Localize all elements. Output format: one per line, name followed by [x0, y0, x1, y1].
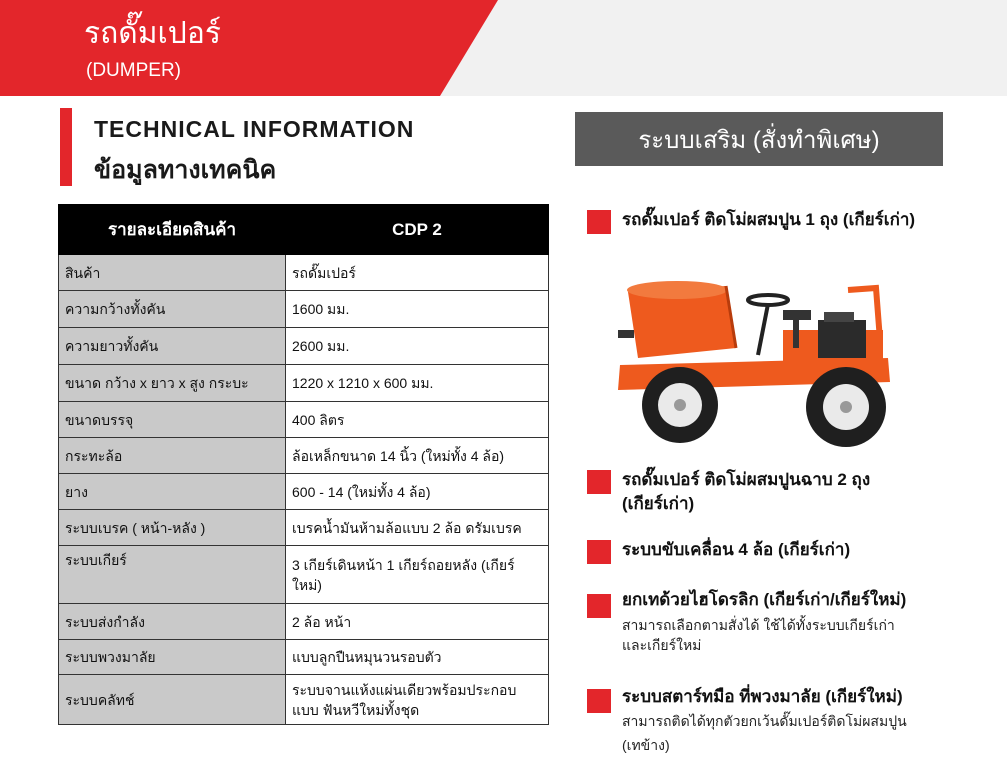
option-title: ยกเทด้วยไฮโดรลิก (เกียร์เก่า/เกียร์ใหม่) — [622, 590, 907, 609]
row-value: 2600 มม. — [286, 328, 549, 365]
bullet-square-icon — [587, 210, 611, 234]
row-value: 600 - 14 (ใหม่ทั้ง 4 ล้อ) — [286, 474, 549, 510]
row-label: สินค้า — [59, 255, 286, 291]
row-label: ยาง — [59, 474, 286, 510]
row-value: ล้อเหล็กขนาด 14 นิ้ว (ใหม่ทั้ง 4 ล้อ) — [286, 438, 549, 474]
row-label: ระบบเกียร์ — [59, 546, 286, 604]
row-label: ระบบพวงมาลัย — [59, 640, 286, 675]
section-title-th: ข้อมูลทางเทคนิค — [94, 156, 277, 184]
table-row — [59, 474, 549, 510]
row-label: ระบบส่งกำลัง — [59, 604, 286, 640]
table-header-cell: รายละเอียดสินค้า — [59, 205, 286, 255]
row-value: แบบลูกปืนหมุนวนรอบตัว — [286, 640, 549, 675]
table-row — [59, 675, 549, 725]
table-row — [59, 438, 549, 474]
table-row — [59, 328, 549, 365]
table-row — [59, 291, 549, 328]
page-title: รถดั๊มเปอร์ — [84, 17, 221, 50]
bullet-square-icon — [587, 540, 611, 564]
table-header-cell: CDP 2 — [286, 205, 549, 255]
table-header-row — [59, 205, 549, 255]
bullet-square-icon — [587, 594, 611, 618]
row-value: 1600 มม. — [286, 291, 549, 328]
option-title: ระบบสตาร์ทมือ ที่พวงมาลัย (เกียร์ใหม่) — [622, 687, 903, 706]
top-banner — [0, 0, 1007, 96]
row-label: ระบบคลัทช์ — [59, 675, 286, 725]
bullet-square-icon — [587, 470, 611, 494]
table-row — [59, 604, 549, 640]
option-desc: และเกียร์ใหม่ — [622, 637, 702, 653]
bullet-square-icon — [587, 689, 611, 713]
table-row — [59, 546, 549, 604]
row-value: ระบบจานแห้งแผ่นเดียวพร้อมประกอบแบบ ฟันหวีใหม่ทั้งชุด — [286, 675, 549, 725]
dumper-mixer-image — [608, 270, 908, 455]
row-value: 400 ลิตร — [286, 402, 549, 438]
spec-table — [58, 204, 549, 725]
row-value: เบรคน้ำมันห้ามล้อแบบ 2 ล้อ ดรัมเบรค — [286, 510, 549, 546]
row-value: 1220 x 1210 x 600 มม. — [286, 365, 549, 402]
table-row — [59, 255, 549, 291]
row-label: ระบบเบรค ( หน้า-หลัง ) — [59, 510, 286, 546]
table-row — [59, 640, 549, 675]
row-label: กระทะล้อ — [59, 438, 286, 474]
page-subtitle: (DUMPER) — [86, 60, 181, 81]
row-value: รถดั๊มเปอร์ — [286, 255, 549, 291]
table-row — [59, 402, 549, 438]
section-accent-bar — [60, 108, 72, 186]
row-label: ขนาดบรรจุ — [59, 402, 286, 438]
row-value: 3 เกียร์เดินหน้า 1 เกียร์ถอยหลัง (เกียร์ใหม่) — [286, 546, 549, 604]
option-title: รถดั๊มเปอร์ ติดโม่ผสมปูน 1 ถุง (เกียร์เก่า) — [622, 210, 916, 229]
row-label: ขนาด กว้าง x ยาว x สูง กระบะ — [59, 365, 286, 402]
table-row — [59, 510, 549, 546]
option-title: รถดั๊มเปอร์ ติดโม่ผสมปูนฉาบ 2 ถุง — [622, 470, 871, 489]
section-title-en: TECHNICAL INFORMATION — [94, 116, 415, 142]
option-desc: สามารถเลือกตามสั่งได้ ใช้ได้ทั้งระบบเกียร์เก่า — [622, 617, 895, 633]
row-value: 2 ล้อ หน้า — [286, 604, 549, 640]
row-label: ความยาวทั้งคัน — [59, 328, 286, 365]
options-heading: ระบบเสริม (สั่งทำพิเศษ) — [575, 112, 943, 166]
option-title-cont: (เกียร์เก่า) — [622, 494, 695, 513]
table-row — [59, 365, 549, 402]
option-desc: (เทข้าง) — [622, 737, 670, 753]
option-desc: สามารถติดได้ทุกตัวยกเว้นดั๊มเปอร์ติดโม่ผสมปูน — [622, 713, 907, 729]
row-label: ความกว้างทั้งคัน — [59, 291, 286, 328]
option-title: ระบบขับเคลื่อน 4 ล้อ (เกียร์เก่า) — [622, 540, 851, 559]
